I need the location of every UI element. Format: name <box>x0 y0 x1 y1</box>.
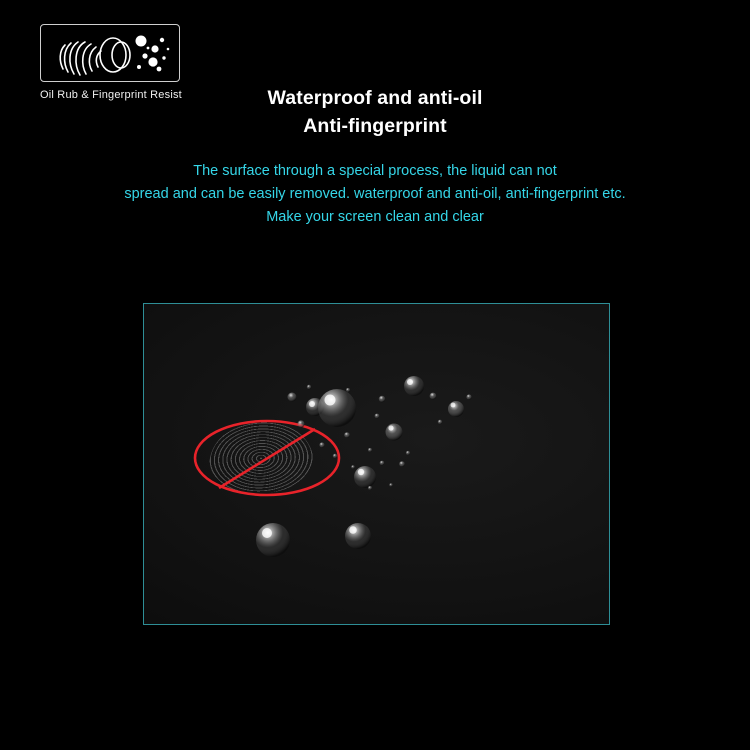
title-line-2: Anti-fingerprint <box>303 115 447 137</box>
badge-caption: Oil Rub & Fingerprint Resist <box>40 89 182 101</box>
description-line-2: spread and can be easily removed. waterproof and anti-oil, anti-fingerprint etc. <box>124 186 626 202</box>
water-droplets-icon <box>144 304 609 624</box>
description-line-1: The surface through a special process, the liquid can not <box>193 163 557 179</box>
page-title <box>0 84 750 140</box>
description-text <box>0 160 750 229</box>
demo-photo-panel <box>143 303 610 625</box>
description-line-3: Make your screen clean and clear <box>266 209 484 225</box>
badge-icon-box <box>40 24 180 82</box>
fingerprint-droplet-icon <box>41 25 179 81</box>
title-line-1: Waterproof and anti-oil <box>267 87 483 109</box>
